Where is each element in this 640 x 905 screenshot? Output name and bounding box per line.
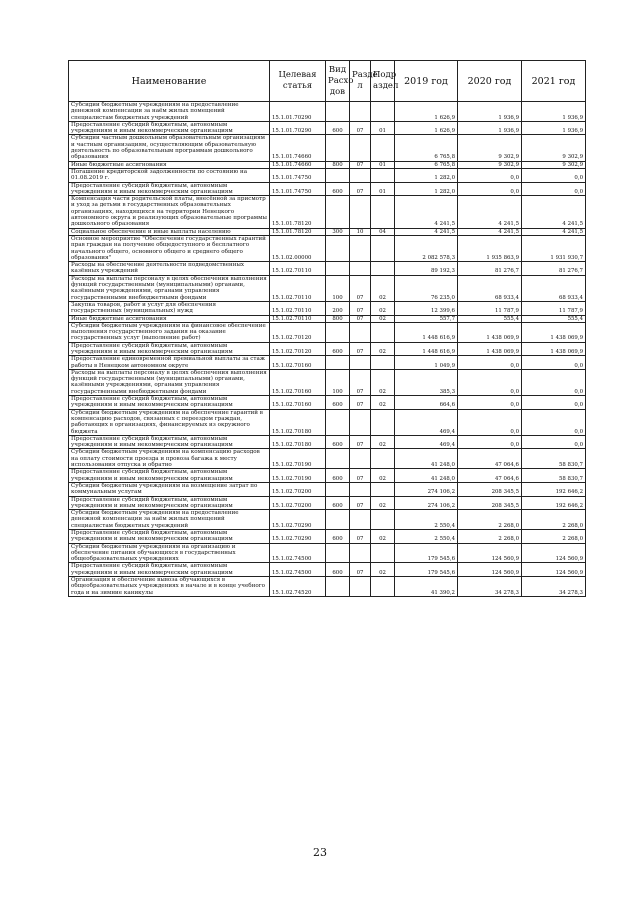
header-name: Наименование: [69, 61, 270, 102]
row-value-2021: 0,0: [522, 435, 586, 449]
row-value-2020: 68 933,4: [458, 275, 522, 301]
row-value-2021: 4 241,5: [522, 228, 586, 235]
row-name: Предоставление субсидий бюджетным, автономным учреждениям и иным некоммерческим организациям: [69, 396, 270, 410]
row-value-2019: 1 049,9: [395, 356, 458, 370]
row-section: 07: [350, 435, 371, 449]
table-row: [69, 356, 586, 370]
row-expense-type: [326, 577, 350, 597]
row-subsection: 02: [371, 301, 395, 315]
table-row: [69, 409, 586, 435]
row-value-2020: 0,0: [458, 182, 522, 196]
row-value-2019: 1 282,0: [395, 168, 458, 182]
row-value-2020: 1 936,9: [458, 121, 522, 135]
row-value-2020: 1 438 069,9: [458, 342, 522, 356]
row-expense-type: [326, 168, 350, 182]
row-target-article: 15.1.02.70290: [270, 530, 326, 544]
row-value-2021: 11 787,9: [522, 301, 586, 315]
row-name: Предоставление субсидий бюджетным, автономным учреждениям и иным некоммерческим организациям: [69, 530, 270, 544]
row-name: Субсидии бюджетным учреждениям на организацию и обеспечение питания обучающихся в государственных общеобразовательных учреждениях: [69, 543, 270, 563]
row-value-2021: 2 268,0: [522, 510, 586, 530]
row-target-article: 15.1.01.74750: [270, 182, 326, 196]
row-subsection: [371, 235, 395, 261]
row-value-2019: 6 765,8: [395, 135, 458, 161]
row-value-2021: 9 302,9: [522, 161, 586, 168]
row-expense-type: [326, 510, 350, 530]
row-value-2019: 41 390,2: [395, 577, 458, 597]
row-value-2019: 385,3: [395, 369, 458, 395]
row-subsection: 01: [371, 121, 395, 135]
row-expense-type: 600: [326, 530, 350, 544]
row-value-2019: 179 545,6: [395, 543, 458, 563]
table-row: [69, 577, 586, 597]
table-row: [69, 315, 586, 322]
row-section: 07: [350, 369, 371, 395]
row-subsection: 01: [371, 182, 395, 196]
row-value-2020: 11 787,9: [458, 301, 522, 315]
table-row: [69, 482, 586, 496]
row-section: 07: [350, 469, 371, 483]
row-name: Социальное обеспечение и иные выплаты населению: [69, 228, 270, 235]
row-name: Расходы на выплаты персоналу в целях обеспечения выполнения функций государственными (муниципальными) органами, казёнными учреждениями, органами управления государственными внебюджетными фондами: [69, 275, 270, 301]
row-subsection: 04: [371, 228, 395, 235]
row-value-2021: 81 276,7: [522, 262, 586, 276]
table-row: [69, 262, 586, 276]
header-row: [69, 61, 586, 102]
row-subsection: 02: [371, 563, 395, 577]
row-value-2019: 89 192,3: [395, 262, 458, 276]
row-target-article: 15.1.02.70110: [270, 262, 326, 276]
row-name: Предоставление субсидий бюджетным, автономным учреждениям и иным некоммерческим организациям: [69, 182, 270, 196]
budget-table: [68, 60, 586, 597]
row-subsection: 02: [371, 469, 395, 483]
row-value-2020: 1 935 863,9: [458, 235, 522, 261]
row-expense-type: 100: [326, 369, 350, 395]
row-subsection: 01: [371, 161, 395, 168]
row-subsection: [371, 449, 395, 469]
row-value-2021: 1 438 069,9: [522, 322, 586, 342]
row-subsection: [371, 262, 395, 276]
row-target-article: 15.1.02.70160: [270, 356, 326, 370]
row-value-2019: 2 082 578,3: [395, 235, 458, 261]
row-expense-type: 600: [326, 496, 350, 510]
row-value-2020: 0,0: [458, 168, 522, 182]
row-target-article: 15.1.01.78120: [270, 196, 326, 228]
row-section: 10: [350, 228, 371, 235]
row-subsection: 02: [371, 369, 395, 395]
row-value-2021: 2 268,0: [522, 530, 586, 544]
row-section: [350, 543, 371, 563]
row-name: Предоставление субсидий бюджетным, автономным учреждениям и иным некоммерческим организациям: [69, 563, 270, 577]
row-expense-type: 100: [326, 275, 350, 301]
row-value-2021: 0,0: [522, 396, 586, 410]
row-value-2020: 1 438 069,9: [458, 322, 522, 342]
row-value-2021: 192 646,2: [522, 496, 586, 510]
row-value-2019: 274 106,2: [395, 496, 458, 510]
row-target-article: 15.1.02.70200: [270, 482, 326, 496]
table-row: [69, 563, 586, 577]
table-row: [69, 543, 586, 563]
row-target-article: 15.1.02.74500: [270, 563, 326, 577]
table-row: [69, 182, 586, 196]
row-name: Предоставление субсидий бюджетным, автономным учреждениям и иным некоммерческим организациям: [69, 342, 270, 356]
row-target-article: 15.1.02.70160: [270, 369, 326, 395]
table-row: [69, 530, 586, 544]
row-section: [350, 409, 371, 435]
row-expense-type: 800: [326, 315, 350, 322]
row-section: 07: [350, 161, 371, 168]
row-value-2019: 274 106,2: [395, 482, 458, 496]
row-value-2019: 4 241,5: [395, 196, 458, 228]
row-expense-type: [326, 409, 350, 435]
table-row: [69, 510, 586, 530]
row-value-2021: 0,0: [522, 168, 586, 182]
row-value-2021: 1 936,9: [522, 121, 586, 135]
table-row: [69, 396, 586, 410]
header-subsection: Подр аздел: [371, 61, 395, 102]
row-expense-type: [326, 235, 350, 261]
row-expense-type: 600: [326, 435, 350, 449]
row-section: [350, 322, 371, 342]
row-subsection: [371, 322, 395, 342]
row-expense-type: 600: [326, 342, 350, 356]
row-expense-type: 800: [326, 161, 350, 168]
row-value-2019: 179 545,6: [395, 563, 458, 577]
row-section: 07: [350, 301, 371, 315]
row-expense-type: [326, 543, 350, 563]
row-expense-type: [326, 356, 350, 370]
row-expense-type: 600: [326, 182, 350, 196]
header-2021: 2021 год: [522, 61, 586, 102]
row-value-2021: 124 560,9: [522, 543, 586, 563]
table-row: [69, 121, 586, 135]
row-target-article: 15.1.01.70290: [270, 102, 326, 122]
row-value-2021: 1 931 930,7: [522, 235, 586, 261]
table-row: [69, 469, 586, 483]
row-target-article: 15.1.02.70180: [270, 435, 326, 449]
table-row: [69, 322, 586, 342]
row-value-2019: 664,6: [395, 396, 458, 410]
row-expense-type: [326, 102, 350, 122]
table-row: [69, 168, 586, 182]
table-row: [69, 369, 586, 395]
row-section: 07: [350, 396, 371, 410]
row-subsection: 02: [371, 530, 395, 544]
row-name: Субсидии бюджетным учреждениям на компенсацию расходов на оплату стоимости проезда и провоза багажа к месту использования отпуска и обратно: [69, 449, 270, 469]
row-value-2021: 0,0: [522, 182, 586, 196]
row-value-2020: 0,0: [458, 396, 522, 410]
row-expense-type: [326, 196, 350, 228]
row-name: Субсидии частным дошкольным образовательным организациям и частным организациям, осуществляющим образовательную деятельность по образовательным программам дошкольного образования: [69, 135, 270, 161]
row-section: [350, 262, 371, 276]
row-name: Иные бюджетные ассигнования: [69, 315, 270, 322]
row-name: Предоставление единовременной премиальной выплаты за стаж работы в Ненецком автономном округе: [69, 356, 270, 370]
table-row: [69, 196, 586, 228]
row-name: Расходы на выплаты персоналу в целях обеспечения выполнения функций государственными (муниципальными) органами, казёнными учреждениями, органами управления государственными внебюджетными фондами: [69, 369, 270, 395]
row-subsection: [371, 409, 395, 435]
row-section: [350, 196, 371, 228]
row-name: Субсидии бюджетным учреждениям на финансовое обеспечение выполнения государственного задания на оказание государственных услуг (выполнение работ): [69, 322, 270, 342]
row-value-2019: 4 241,5: [395, 228, 458, 235]
row-target-article: 15.1.02.70110: [270, 301, 326, 315]
header-2020: 2020 год: [458, 61, 522, 102]
table-row: [69, 301, 586, 315]
row-subsection: [371, 543, 395, 563]
row-section: [350, 577, 371, 597]
row-section: [350, 510, 371, 530]
row-target-article: 15.1.02.70110: [270, 315, 326, 322]
row-target-article: 15.1.02.70120: [270, 342, 326, 356]
row-target-article: 15.1.01.74660: [270, 161, 326, 168]
row-value-2019: 1 626,9: [395, 121, 458, 135]
row-value-2019: 6 765,8: [395, 161, 458, 168]
table-row: [69, 496, 586, 510]
row-subsection: [371, 356, 395, 370]
row-name: Иные бюджетные ассигнования: [69, 161, 270, 168]
row-section: 07: [350, 121, 371, 135]
row-value-2020: 4 241,5: [458, 196, 522, 228]
row-target-article: 15.1.02.70120: [270, 322, 326, 342]
row-name: Предоставление субсидий бюджетным, автономным учреждениям и иным некоммерческим организациям: [69, 469, 270, 483]
table-row: [69, 342, 586, 356]
row-value-2021: 192 646,2: [522, 482, 586, 496]
row-expense-type: 200: [326, 301, 350, 315]
page-number: 23: [313, 846, 327, 859]
row-value-2021: 0,0: [522, 369, 586, 395]
table-row: [69, 235, 586, 261]
row-name: Погашение кредиторской задолженности по состоянию на 01.08.2019 г.: [69, 168, 270, 182]
row-value-2019: 76 235,0: [395, 275, 458, 301]
row-subsection: [371, 510, 395, 530]
row-value-2020: 2 268,0: [458, 530, 522, 544]
row-target-article: 15.1.02.70200: [270, 496, 326, 510]
row-name: Расходы на обеспечение деятельности подведомственных казённых учреждений: [69, 262, 270, 276]
row-value-2019: 1 282,0: [395, 182, 458, 196]
row-value-2021: 124 560,9: [522, 563, 586, 577]
row-value-2019: 1 448 616,9: [395, 322, 458, 342]
row-value-2020: 2 268,0: [458, 510, 522, 530]
row-section: [350, 168, 371, 182]
row-subsection: [371, 577, 395, 597]
row-expense-type: [326, 482, 350, 496]
row-expense-type: 600: [326, 121, 350, 135]
row-expense-type: [326, 262, 350, 276]
row-value-2021: 1 936,9: [522, 102, 586, 122]
row-value-2019: 557,7: [395, 315, 458, 322]
row-expense-type: 600: [326, 469, 350, 483]
row-value-2020: 0,0: [458, 435, 522, 449]
row-subsection: [371, 482, 395, 496]
row-name: Субсидии бюджетным учреждениям на обеспечение гарантий в компенсацию расходов, связанных с переездом граждан, работающих в организациях, финансируемых из окружного бюджета: [69, 409, 270, 435]
header-target-article: Целевая статья: [270, 61, 326, 102]
row-target-article: 15.1.02.70110: [270, 275, 326, 301]
header-2019: 2019 год: [395, 61, 458, 102]
row-name: Предоставление субсидий бюджетным, автономным учреждениям и иным некоммерческим организациям: [69, 121, 270, 135]
row-section: [350, 102, 371, 122]
row-name: Основное мероприятие "Обеспечение государственных гарантий прав граждан на получение общедоступного и бесплатного начального общего, основного общего и среднего общего образования": [69, 235, 270, 261]
row-value-2020: 47 064,6: [458, 469, 522, 483]
table-row: [69, 228, 586, 235]
row-section: 07: [350, 342, 371, 356]
table-row: [69, 161, 586, 168]
row-expense-type: 600: [326, 396, 350, 410]
row-subsection: 02: [371, 496, 395, 510]
row-section: 07: [350, 496, 371, 510]
row-target-article: 15.1.01.78120: [270, 228, 326, 235]
row-value-2020: 9 302,9: [458, 135, 522, 161]
row-expense-type: 600: [326, 563, 350, 577]
row-name: Субсидии бюджетным учреждениям на предоставление денежной компенсации за наём жилых помещений специалистам бюджетных учреждений: [69, 510, 270, 530]
row-value-2019: 2 550,4: [395, 510, 458, 530]
row-value-2020: 9 302,9: [458, 161, 522, 168]
row-value-2019: 1 448 616,9: [395, 342, 458, 356]
row-subsection: 02: [371, 396, 395, 410]
row-section: 07: [350, 275, 371, 301]
row-value-2020: 0,0: [458, 369, 522, 395]
row-target-article: 15.1.02.70290: [270, 510, 326, 530]
row-name: Компенсация части родительской платы, внесённой за присмотр и уход за детьми в государственных образовательных организациях, находящихся на территории Ненецкого автономного округа и реализующих образовательные программы дошкольного образования: [69, 196, 270, 228]
header-expense-type: Вид Расхо дов: [326, 61, 350, 102]
row-value-2019: 41 248,0: [395, 449, 458, 469]
row-expense-type: [326, 322, 350, 342]
row-value-2019: 469,4: [395, 435, 458, 449]
row-target-article: 15.1.01.74660: [270, 135, 326, 161]
row-expense-type: 300: [326, 228, 350, 235]
row-name: Предоставление субсидий бюджетным, автономным учреждениям и иным некоммерческим организациям: [69, 496, 270, 510]
row-value-2020: 4 241,5: [458, 228, 522, 235]
table-row: [69, 275, 586, 301]
row-value-2021: 4 241,5: [522, 196, 586, 228]
row-section: [350, 235, 371, 261]
row-value-2020: 0,0: [458, 409, 522, 435]
row-section: [350, 449, 371, 469]
row-target-article: 15.1.02.74500: [270, 543, 326, 563]
row-value-2021: 58 830,7: [522, 469, 586, 483]
row-value-2020: 0,0: [458, 356, 522, 370]
row-subsection: 02: [371, 342, 395, 356]
row-name: Закупка товаров, работ и услуг для обеспечения государственных (муниципальных) нужд: [69, 301, 270, 315]
row-value-2021: 1 438 069,9: [522, 342, 586, 356]
row-value-2021: 68 933,4: [522, 275, 586, 301]
row-value-2020: 555,4: [458, 315, 522, 322]
row-value-2021: 555,4: [522, 315, 586, 322]
row-target-article: 15.1.01.70290: [270, 121, 326, 135]
row-value-2019: 41 248,0: [395, 469, 458, 483]
row-target-article: 15.1.02.70190: [270, 449, 326, 469]
row-target-article: 15.1.02.00000: [270, 235, 326, 261]
row-subsection: [371, 102, 395, 122]
row-section: [350, 356, 371, 370]
row-expense-type: [326, 449, 350, 469]
row-value-2020: 208 345,5: [458, 496, 522, 510]
row-subsection: [371, 168, 395, 182]
header-section: Разде л: [350, 61, 371, 102]
row-value-2021: 9 302,9: [522, 135, 586, 161]
row-value-2020: 34 278,3: [458, 577, 522, 597]
row-section: 07: [350, 315, 371, 322]
row-subsection: [371, 135, 395, 161]
row-value-2019: 2 550,4: [395, 530, 458, 544]
row-subsection: 02: [371, 435, 395, 449]
row-section: [350, 482, 371, 496]
row-value-2019: 12 399,6: [395, 301, 458, 315]
row-expense-type: [326, 135, 350, 161]
row-target-article: 15.1.02.70190: [270, 469, 326, 483]
row-section: [350, 135, 371, 161]
row-value-2020: 124 560,9: [458, 563, 522, 577]
row-subsection: 02: [371, 275, 395, 301]
row-value-2021: 34 278,3: [522, 577, 586, 597]
row-value-2021: 0,0: [522, 356, 586, 370]
row-section: 07: [350, 182, 371, 196]
table-row: [69, 449, 586, 469]
row-target-article: 15.1.02.74520: [270, 577, 326, 597]
row-value-2020: 81 276,7: [458, 262, 522, 276]
table-row: [69, 135, 586, 161]
row-value-2020: 208 345,5: [458, 482, 522, 496]
row-value-2020: 124 560,9: [458, 543, 522, 563]
row-name: Субсидии бюджетным учреждениям на предоставление денежной компенсации за наём жилых помещений специалистам бюджетных учреждений: [69, 102, 270, 122]
row-value-2019: 1 626,9: [395, 102, 458, 122]
row-target-article: 15.1.02.70160: [270, 396, 326, 410]
row-name: Субсидии бюджетным учреждениям на возмещение затрат по коммунальным услугам: [69, 482, 270, 496]
row-section: 07: [350, 530, 371, 544]
row-value-2019: 469,4: [395, 409, 458, 435]
row-name: Предоставление субсидий бюджетным, автономным учреждениям и иным некоммерческим организациям: [69, 435, 270, 449]
row-name: Организация и обеспечение вывоза обучающихся в общеобразовательных учреждениях в начале и в конце учебного года и на зимние каникулы: [69, 577, 270, 597]
row-value-2021: 58 830,7: [522, 449, 586, 469]
row-subsection: [371, 196, 395, 228]
row-value-2020: 47 064,6: [458, 449, 522, 469]
row-target-article: 15.1.02.70180: [270, 409, 326, 435]
row-subsection: 02: [371, 315, 395, 322]
table-row: [69, 435, 586, 449]
row-target-article: 15.1.01.74750: [270, 168, 326, 182]
row-section: 07: [350, 563, 371, 577]
row-value-2021: 0,0: [522, 409, 586, 435]
row-value-2020: 1 936,9: [458, 102, 522, 122]
table-row: [69, 102, 586, 122]
